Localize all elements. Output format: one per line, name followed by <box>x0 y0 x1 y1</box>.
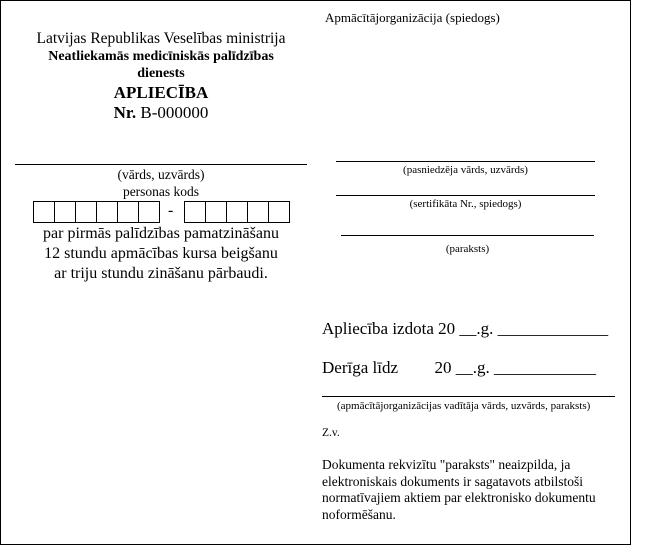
certificate-caption: (sertifikāta Nr., spiedogs) <box>409 198 522 210</box>
organisation-stamp-label: Apmācītājorganizācija (spiedogs) <box>325 10 500 25</box>
code-digit-box <box>33 201 55 223</box>
electronic-document-note <box>322 457 596 523</box>
valid-until-row <box>322 358 596 378</box>
certificate-line <box>336 195 595 196</box>
number-label: Nr. <box>113 103 137 122</box>
description-line3: ar triju stundu zināšanu pārbaudi. <box>54 265 268 282</box>
code-digit-box <box>205 201 227 223</box>
issued-year-blank: __.g. <box>459 319 494 338</box>
valid-date-blank: ____________ <box>494 358 596 377</box>
code-digit-box <box>226 201 248 223</box>
head-signature-line <box>322 396 615 397</box>
issued-date-blank: _____________ <box>497 319 609 338</box>
issued-date-row <box>322 319 608 339</box>
document-title: APLIECĪBA <box>113 83 209 102</box>
name-line <box>15 164 307 165</box>
name-caption: (vārds, uzvārds) <box>117 167 205 182</box>
code-digit-box <box>54 201 76 223</box>
document-number <box>15 103 307 123</box>
head-caption: (apmācītājorganizācijas vadītāja vārds, uzvārds, paraksts) <box>337 400 591 412</box>
issued-label: Apliecība izdota 20 <box>322 319 456 338</box>
code-digit-box <box>117 201 139 223</box>
description-line1: par pirmās palīdzības pamatzināšanu <box>43 225 279 242</box>
code-digit-box <box>75 201 97 223</box>
seal-abbreviation: Z.v. <box>322 427 340 439</box>
personal-code-separator: - <box>168 202 174 219</box>
personal-code-first-part <box>33 201 159 223</box>
ministry-name: Latvijas Republikas Veselības ministrija <box>36 30 286 47</box>
code-digit-box <box>96 201 118 223</box>
valid-year-prefix: 20 <box>434 358 452 377</box>
note-line3: normatīvajiem aktiem par elektronisko dokumentu <box>322 490 596 505</box>
note-line1: Dokumenta rekvizītu "paraksts" neaizpilda, ja <box>322 457 571 472</box>
number-value: B-000000 <box>140 103 209 122</box>
code-digit-box <box>247 201 269 223</box>
note-line2: elektroniskais dokuments ir sagatavots atbilstoši <box>322 473 583 489</box>
personal-code-label: personas kods <box>122 184 200 199</box>
service-name-line1: Neatliekamās medicīniskās palīdzības <box>48 49 274 64</box>
description-line2: 12 stundu apmācības kursa beigšanu <box>44 245 278 262</box>
valid-year-blank: __.g. <box>455 358 490 377</box>
personal-code-second-part <box>184 201 289 223</box>
valid-label: Derīga līdz <box>322 358 398 377</box>
instructor-line <box>336 161 595 162</box>
note-line4: noformēšanu. <box>322 506 396 522</box>
code-digit-box <box>184 201 206 223</box>
code-digit-box <box>138 201 160 223</box>
code-digit-box <box>268 201 290 223</box>
instructor-caption: (pasniedzēja vārds, uzvārds) <box>403 164 528 176</box>
signature-line <box>341 235 594 236</box>
service-name-line2: dienests <box>137 66 185 81</box>
signature-caption: (paraksts) <box>445 243 490 255</box>
